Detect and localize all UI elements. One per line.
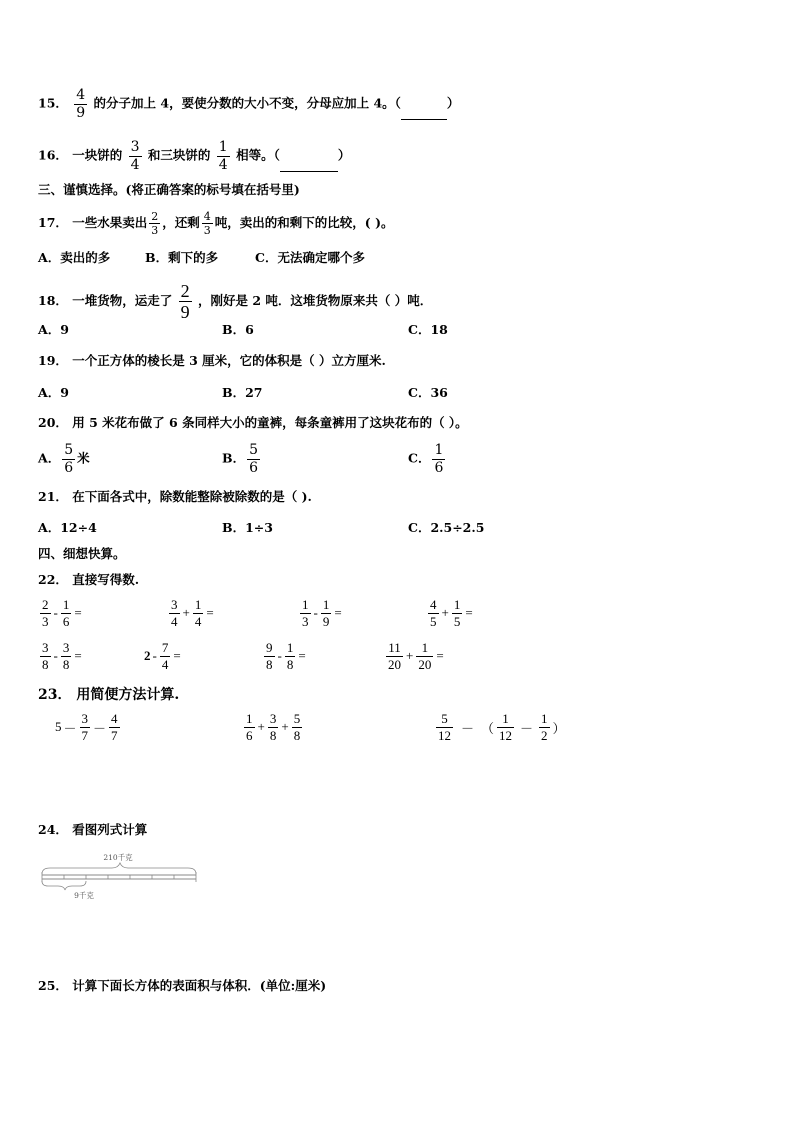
- segment-diagram: [38, 850, 200, 902]
- q21-option-c[interactable]: C．2.5÷2.5: [408, 520, 485, 535]
- q21-option-a[interactable]: A．12÷4: [38, 520, 97, 535]
- q22-expression-3: $\frac{1}{3}$ - $\frac{1}{9}$ =: [302, 597, 342, 629]
- section-heading-4: 四、细想快算。: [38, 546, 126, 561]
- section-heading-3: 三、谨慎选择。(将正确答案的标号填在括号里): [38, 182, 300, 197]
- fraction: $\frac{1}{4}$: [218, 139, 228, 173]
- fraction: $\frac{3}{7}$: [81, 711, 89, 743]
- q18-option-a[interactable]: A．9: [38, 322, 69, 337]
- q22-expression-1: $\frac{2}{3}$ - $\frac{1}{6}$ =: [42, 597, 82, 629]
- fraction: $\frac{1}{6}$: [62, 597, 70, 629]
- q23-expression-2: $\frac{1}{6}$ + $\frac{3}{8}$ + $\frac{5}{8}$: [246, 711, 301, 743]
- question-19: 19． 一个正方体的棱长是 3 厘米，它的体积是（ ）立方厘米.: [38, 353, 386, 368]
- q17-option-c[interactable]: C．无法确定哪个多: [255, 250, 365, 265]
- fraction: $\frac{5}{6}$: [64, 442, 74, 476]
- q20-option-b[interactable]: B． $\frac{5}{6}$: [222, 442, 258, 476]
- fraction: $\frac{1}{4}$: [194, 597, 202, 629]
- fraction: $\frac{4}{9}$: [76, 87, 86, 121]
- diagram-label-total: 210千克: [103, 853, 133, 862]
- q17-option-a[interactable]: A．卖出的多: [38, 250, 111, 265]
- fraction: $\frac{2}{9}$: [180, 281, 190, 322]
- question-20: 20． 用 5 米花布做了 6 条同样大小的童裤，每条童裤用了这块花布的（ ）。: [38, 415, 468, 430]
- q20-option-c[interactable]: C． $\frac{1}{6}$: [408, 442, 444, 476]
- fraction: $\frac{9}{8}$: [266, 640, 273, 672]
- bottom-brace: [42, 881, 86, 890]
- q17-option-b[interactable]: B．剩下的多: [145, 250, 219, 265]
- question-text: 的分子加上 4，要使分数的大小不变，分母应加上 4。（: [93, 95, 401, 111]
- question-22: 22． 直接写得数.: [38, 572, 140, 587]
- fraction: $\frac{1}{12}$: [499, 711, 513, 743]
- fraction: $\frac{1}{9}$: [322, 597, 330, 629]
- fraction: $\frac{4}{5}$: [430, 597, 437, 629]
- question-25: 25． 计算下面长方体的表面积与体积．(单位:厘米): [38, 978, 327, 993]
- q19-option-b[interactable]: B．27: [222, 385, 263, 400]
- answer-blank[interactable]: [401, 107, 447, 120]
- q22-expression-7: $\frac{9}{8}$ - $\frac{1}{8}$ =: [266, 640, 306, 672]
- q22-expression-5: $\frac{3}{8}$ - $\frac{3}{8}$ =: [42, 640, 82, 672]
- question-15: 15． $\frac{4}{9}$ 的分子加上 4，要使分数的大小不变，分母应加上 4。（ ）: [38, 87, 460, 121]
- question-number: 16．: [38, 147, 68, 163]
- fraction: $\frac{3}{8}$: [62, 640, 70, 672]
- fraction: $\frac{5}{6}$: [249, 442, 258, 476]
- question-number: 15．: [38, 95, 68, 111]
- fraction: $\frac{1}{20}$: [418, 640, 432, 672]
- q23-expression-3: $\frac{5}{12}$ － （ $\frac{1}{12}$ － $\frac{1}{2}$ ）: [438, 711, 566, 743]
- q22-expression-8: $\frac{11}{20}$ + $\frac{1}{20}$ =: [388, 640, 444, 672]
- fraction: $\frac{3}{4}$: [130, 139, 140, 173]
- top-brace: [42, 863, 196, 874]
- question-21: 21． 在下面各式中，除数能整除被除数的是（ ).: [38, 489, 312, 504]
- question-18: 18． 一堆货物，运走了 $\frac{2}{9}$ ，刚好是 2 吨．这堆货物原来共（ ）吨．: [38, 281, 433, 322]
- question-23: 23． 用简便方法计算.: [38, 687, 180, 703]
- fraction: $\frac{3}{8}$: [269, 711, 277, 743]
- question-16: 16． 一块饼的 $\frac{3}{4}$ 和三块饼的 $\frac{1}{4}$ 相等。（ ）: [38, 139, 351, 173]
- q19-option-a[interactable]: A．9: [38, 385, 69, 400]
- fraction: $\frac{5}{8}$: [293, 711, 301, 743]
- q20-option-a[interactable]: A． $\frac{5}{6}$ 米: [38, 442, 90, 476]
- fraction: $\frac{7}{4}$: [161, 640, 169, 672]
- question-24: 24． 看图列式计算: [38, 822, 148, 837]
- fraction: $\frac{4}{3}$: [203, 210, 211, 237]
- fraction: $\frac{1}{6}$: [246, 711, 253, 743]
- q18-option-c[interactable]: C．18: [408, 322, 448, 337]
- answer-blank[interactable]: [280, 159, 338, 172]
- fraction: $\frac{4}{7}$: [111, 711, 118, 743]
- q22-expression-2: $\frac{3}{4}$ + $\frac{1}{4}$ =: [171, 597, 214, 629]
- fraction: $\frac{1}{5}$: [453, 597, 461, 629]
- q19-option-c[interactable]: C．36: [408, 385, 448, 400]
- q18-option-b[interactable]: B．6: [222, 322, 254, 337]
- fraction: $\frac{1}{3}$: [302, 597, 309, 629]
- question-17: 17． 一些水果卖出 $\frac{2}{3}$ ，还剩 $\frac{4}{3}$ 吨，卖出的和剩下的比较，( )。: [38, 210, 394, 237]
- fraction: $\frac{2}{3}$: [42, 597, 49, 629]
- q22-expression-6: 2 - $\frac{7}{4}$ =: [144, 640, 181, 672]
- fraction: $\frac{1}{2}$: [541, 711, 548, 743]
- fraction: $\frac{3}{4}$: [171, 597, 178, 629]
- diagram-label-part: 9千克: [74, 891, 94, 900]
- q22-expression-4: $\frac{4}{5}$ + $\frac{1}{5}$ =: [430, 597, 473, 629]
- fraction: $\frac{1}{8}$: [286, 640, 294, 672]
- fraction: $\frac{1}{6}$: [434, 442, 444, 476]
- q23-expression-1: 5 － $\frac{3}{7}$ － $\frac{4}{7}$: [55, 711, 118, 743]
- fraction: $\frac{3}{8}$: [42, 640, 49, 672]
- fraction: $\frac{11}{20}$: [388, 640, 401, 672]
- fraction: $\frac{2}{3}$: [151, 210, 159, 237]
- fraction: $\frac{5}{12}$: [438, 711, 451, 743]
- q21-option-b[interactable]: B．1÷3: [222, 520, 273, 535]
